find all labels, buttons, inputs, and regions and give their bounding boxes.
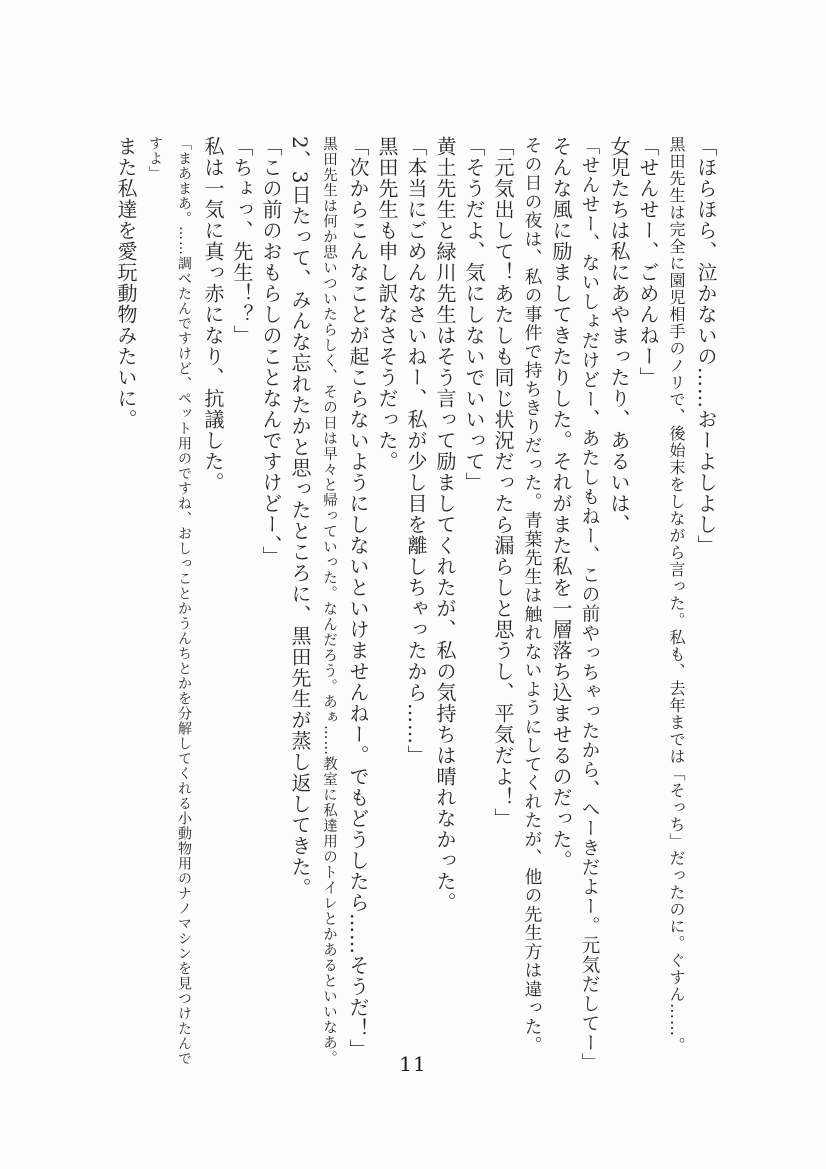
novel-paragraph: 「せんせー、ごめんねー」 [636,136,660,388]
novel-paragraph: 黄土先生と緑川先生はそう言って励ましてくれたが、私の気持ちは晴れなかった。 [433,136,457,913]
novel-paragraph: その日の夜は、私の事件で持ちきりだった。青葉先生は触れないようにしてくれたが、他の先生方は違った。 [522,136,542,1055]
novel-paragraph: そんな風に励ましてきたりした。それがまた私を一層落ち込ませるのだった。 [549,136,573,871]
novel-paragraph: 女児たちは私にあやまったり、あるいは、 [607,136,631,535]
novel-paragraph: 黒田先生も申し訳なさそうだった。 [375,136,399,472]
novel-paragraph: 「ちょっ、先生！？」 [230,136,254,346]
novel-paragraph: 「本当にごめんなさいねー、私が少し目を離しちゃったから……」 [404,136,428,766]
novel-paragraph: 「まあまあ。……調べたんですけど、ペット用のですね、おしっことかうんちとかを分解してくれる小動物用のナノマシンを見つけたんですよ」 [147,136,192,1066]
novel-paragraph: 「次からこんなことが起こらないようにしないといけませんねー。でもどうしたら……そうだ！」 [346,136,370,1060]
page-number: 11 [399,1052,427,1076]
novel-paragraph: 黒田先生は何か思いついたらしく、その日は早々と帰っていった。なんだろう。あぁ……教室に私達用のトイレとかあるといいなあ。 [321,136,337,1066]
novel-paragraph: 「そうだよ、気にしないでいいって」 [462,136,486,493]
novel-paragraph: 「この前のおもらしのことなんですけどー、」 [259,136,283,567]
vertical-text-block [111,136,720,1072]
novel-paragraph: 「元気出して！あたしも同じ状況だったら漏らしと思うし、平気だよ！」 [491,136,515,829]
novel-paragraph: また私達を愛玩動物みたいに。 [114,136,138,430]
novel-paragraph: 2、3日たって、みんな忘れたかと思ったところに、黒田先生が蒸し返してきた。 [288,136,312,899]
novel-paragraph: 黒田先生は完全に園児相手のノリで、後始末をしながら言った。私も、去年までは「そっち」だったのに。ぐすん……。 [667,136,686,1054]
novel-paragraph: 私は一気に真っ赤になり、抗議した。 [201,136,225,493]
novel-paragraph: 「ほらほら、泣かないの……おーよしよし」 [694,136,718,556]
novel-paragraph: 「せんせー、ないしょだけどー、あたしもねー、この前やっちゃったから、へーきだよー。元気だしてー」 [579,136,600,1072]
